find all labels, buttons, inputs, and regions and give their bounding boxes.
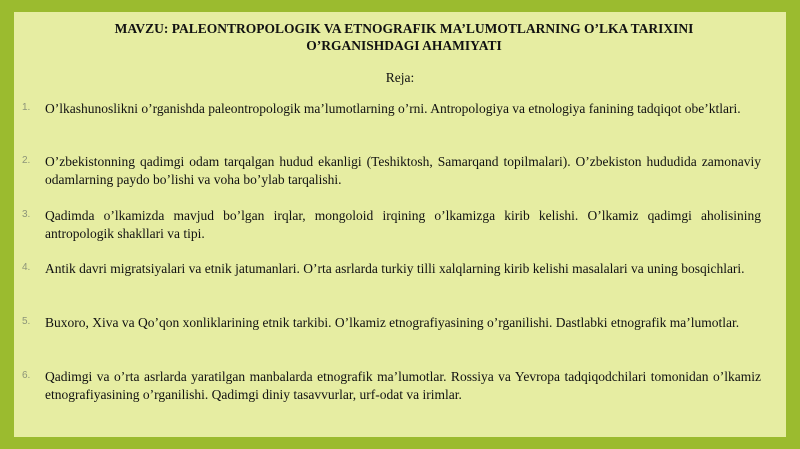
list-item-number: 3. — [22, 209, 31, 220]
slide — [14, 12, 786, 437]
list-item-text: O’lkashunoslikni o’rganishda paleontropologik ma’lumotlarning o’rni. Antropologiya va etnologiya fanining tadqiqot obe’ktlari. — [45, 101, 741, 116]
list-item-text: Buxoro, Xiva va Qo’qon xonliklarining etnik tarkibi. O’lkamiz etnografiyasining o’rganilishi. Dastlabki etnografik ma’lumotlar. — [45, 315, 740, 330]
list-item-number: 5. — [22, 316, 31, 327]
list-item-number: 6. — [22, 370, 31, 381]
plan-heading: Reja: — [385, 70, 415, 85]
list-item-text: O’zbekistonning qadimgi odam tarqalgan hudud ekanligi (Teshiktosh, Samarqand topilmalari). O’zbekiston hududida zamonaviy odamlarning paydo bo’lishi va voha bo’ylab tarqalishi. — [45, 154, 761, 187]
list-item-text: Qadimgi va o’rta asrlarda yaratilgan manbalarda etnografik ma’lumotlar. Rossiya va Yevropa tadqiqodchilari tomonidan o’lkamiz etnografiyasining o’rganilishi. Qadimgi diniy tasavvurlar, urf-odat va irimlar. — [45, 369, 761, 402]
slide-title: MAVZU: PALEONTROPOLOGIK VA ETNOGRAFIK MA’LUMOTLARNING O’LKA TARIXINI O’RGANISHDAGI AHAMIYATI — [114, 21, 694, 53]
list-item-text: Qadimda o’lkamizda mavjud bo’lgan irqlar, mongoloid irqining o’lkamizga kirib kelishi. O’lkamiz qadimgi aholisining antropologik shakllari va tipi. — [45, 208, 761, 241]
list-item-number: 2. — [22, 155, 31, 166]
list-item-number: 1. — [22, 102, 31, 113]
list-item-text: Antik davri migratsiyalari va etnik jatumanlari. O’rta asrlarda turkiy tilli xalqlarning kirib kelishi masalalari va uning bosqichlari. — [45, 261, 745, 276]
list-item-number: 4. — [22, 262, 31, 273]
